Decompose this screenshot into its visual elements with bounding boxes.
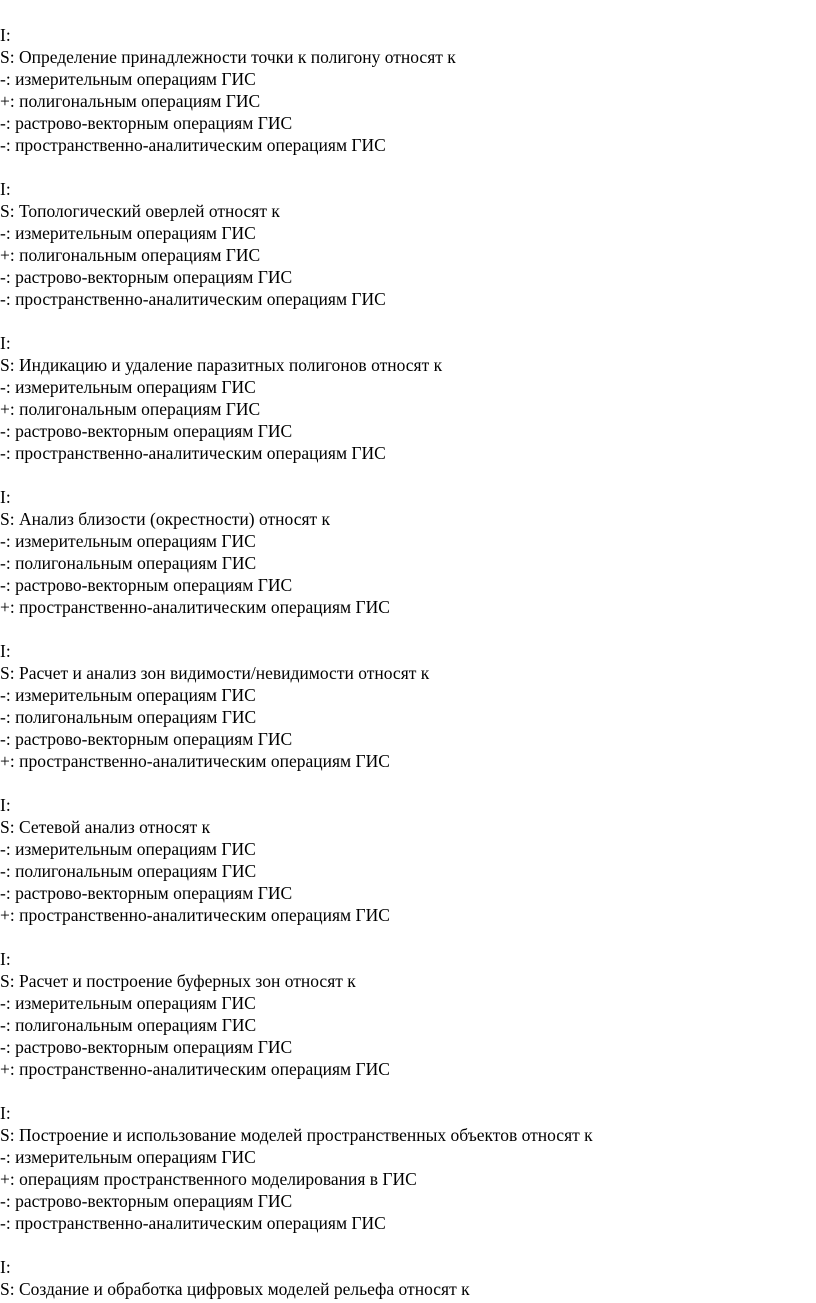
answer-option: -: полигональным операциям ГИС <box>0 707 257 727</box>
question-marker: I: <box>0 25 11 45</box>
answer-option: -: полигональным операциям ГИС <box>0 861 257 881</box>
question-text: S: Построение и использование моделей пространственных объектов относят к <box>0 1125 593 1145</box>
answer-option: +: пространственно-аналитическим операциям ГИС <box>0 905 390 925</box>
answer-option: -: растрово-векторным операциям ГИС <box>0 1037 293 1057</box>
answer-option: -: измерительным операциям ГИС <box>0 531 256 551</box>
question-block-6 <box>0 794 816 926</box>
answer-option: -: измерительным операциям ГИС <box>0 377 256 397</box>
answer-option: +: пространственно-аналитическим операциям ГИС <box>0 1059 390 1079</box>
question-block-7 <box>0 948 816 1080</box>
answer-option: +: операциям пространственного моделирования в ГИС <box>0 1169 417 1189</box>
answer-option: -: пространственно-аналитическим операциям ГИС <box>0 443 386 463</box>
answer-option: +: полигональным операциям ГИС <box>0 399 261 419</box>
answer-option: -: растрово-векторным операциям ГИС <box>0 883 293 903</box>
answer-option: -: пространственно-аналитическим операциям ГИС <box>0 289 386 309</box>
answer-option: -: измерительным операциям ГИС <box>0 223 256 243</box>
answer-option: -: полигональным операциям ГИС <box>0 1015 257 1035</box>
question-marker: I: <box>0 333 11 353</box>
question-block-4 <box>0 486 816 618</box>
question-block-9 <box>0 1256 816 1300</box>
question-text: S: Расчет и анализ зон видимости/невидимости относят к <box>0 663 430 683</box>
answer-option: -: измерительным операциям ГИС <box>0 69 256 89</box>
answer-option: -: растрово-векторным операциям ГИС <box>0 421 293 441</box>
answer-option: -: измерительным операциям ГИС <box>0 685 256 705</box>
question-marker: I: <box>0 1257 11 1277</box>
question-text: S: Анализ близости (окрестности) относят к <box>0 509 331 529</box>
question-marker: I: <box>0 949 11 969</box>
question-text: S: Создание и обработка цифровых моделей рельефа относят к <box>0 1279 470 1299</box>
question-block-3 <box>0 332 816 464</box>
question-marker: I: <box>0 179 11 199</box>
question-text: S: Определение принадлежности точки к полигону относят к <box>0 47 456 67</box>
answer-option: -: пространственно-аналитическим операциям ГИС <box>0 1213 386 1233</box>
question-marker: I: <box>0 795 11 815</box>
question-marker: I: <box>0 487 11 507</box>
answer-option: -: растрово-векторным операциям ГИС <box>0 113 293 133</box>
question-marker: I: <box>0 641 11 661</box>
answer-option: -: измерительным операциям ГИС <box>0 993 256 1013</box>
answer-option: +: пространственно-аналитическим операциям ГИС <box>0 597 390 617</box>
document-page <box>0 24 816 1300</box>
answer-option: +: полигональным операциям ГИС <box>0 91 261 111</box>
question-text: S: Сетевой анализ относят к <box>0 817 211 837</box>
answer-option: -: полигональным операциям ГИС <box>0 553 257 573</box>
question-block-5 <box>0 640 816 772</box>
question-block-8 <box>0 1102 816 1234</box>
answer-option: -: растрово-векторным операциям ГИС <box>0 729 293 749</box>
question-text: S: Расчет и построение буферных зон относят к <box>0 971 356 991</box>
question-block-1 <box>0 24 816 156</box>
answer-option: -: измерительным операциям ГИС <box>0 1147 256 1167</box>
answer-option: -: растрово-векторным операциям ГИС <box>0 575 293 595</box>
question-block-2 <box>0 178 816 310</box>
answer-option: +: полигональным операциям ГИС <box>0 245 261 265</box>
question-marker: I: <box>0 1103 11 1123</box>
question-text: S: Индикацию и удаление паразитных полигонов относят к <box>0 355 443 375</box>
answer-option: -: измерительным операциям ГИС <box>0 839 256 859</box>
answer-option: -: растрово-векторным операциям ГИС <box>0 1191 293 1211</box>
answer-option: -: растрово-векторным операциям ГИС <box>0 267 293 287</box>
answer-option: +: пространственно-аналитическим операциям ГИС <box>0 751 390 771</box>
question-text: S: Топологический оверлей относят к <box>0 201 280 221</box>
answer-option: -: пространственно-аналитическим операциям ГИС <box>0 135 386 155</box>
